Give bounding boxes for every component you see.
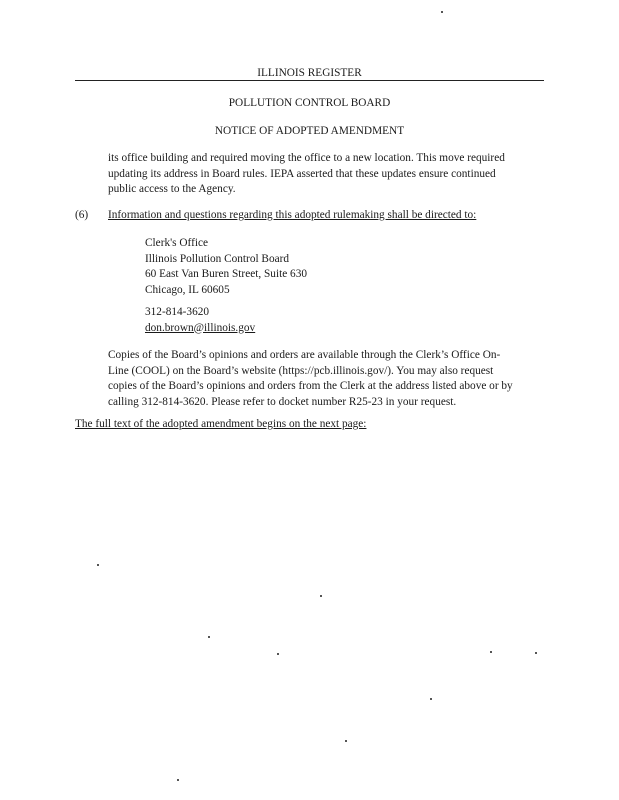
paragraph-line: updating its address in Board rules. IEPA asserted that these updates ensure continued	[108, 167, 496, 180]
item-number: (6)	[75, 209, 89, 221]
address-line: Clerk's Office	[145, 237, 208, 249]
register-title: ILLINOIS REGISTER	[257, 67, 362, 79]
address-line: 60 East Van Buren Street, Suite 630	[145, 268, 308, 280]
scan-speck	[97, 564, 99, 566]
copies-paragraph	[108, 348, 558, 410]
item-heading: Information and questions regarding this adopted rulemaking shall be directed to:	[108, 209, 477, 221]
scan-speck	[441, 11, 443, 13]
paragraph-line: public access to the Agency.	[108, 183, 236, 195]
scan-speck	[320, 595, 322, 597]
header-rule	[75, 80, 544, 81]
scan-speck	[277, 653, 279, 655]
full-text-note: The full text of the adopted amendment begins on the next page:	[75, 418, 367, 430]
paragraph-line: copies of the Board’s opinions and orders from the Clerk at the address listed above or by	[108, 380, 513, 392]
address-line: Illinois Pollution Control Board	[145, 252, 290, 265]
notice-title: NOTICE OF ADOPTED AMENDMENT	[214, 125, 405, 137]
paragraph-continued	[108, 151, 558, 198]
board-name: POLLUTION CONTROL BOARD	[228, 97, 391, 109]
address-line: Chicago, IL 60605	[145, 283, 230, 296]
scan-speck	[208, 636, 210, 638]
scan-speck	[490, 651, 492, 653]
contact-info	[145, 305, 255, 336]
paragraph-line: its office building and required moving the office to a new location. This move required	[108, 152, 505, 164]
paragraph-line: Copies of the Board’s opinions and orders are available through the Clerk’s Office On-	[108, 349, 501, 361]
clerk-address	[145, 236, 307, 298]
scan-speck	[345, 740, 347, 742]
phone-number: 312-814-3620	[145, 306, 210, 318]
email-link[interactable]: don.brown@illinois.gov	[145, 321, 256, 334]
paragraph-line: Line (COOL) on the Board’s website (https://pcb.illinois.gov/). You may also request	[108, 364, 494, 377]
scan-speck	[430, 698, 432, 700]
scan-speck	[177, 779, 179, 781]
paragraph-line: calling 312-814-3620. Please refer to docket number R25-23 in your request.	[108, 395, 457, 408]
scan-speck	[535, 652, 537, 654]
